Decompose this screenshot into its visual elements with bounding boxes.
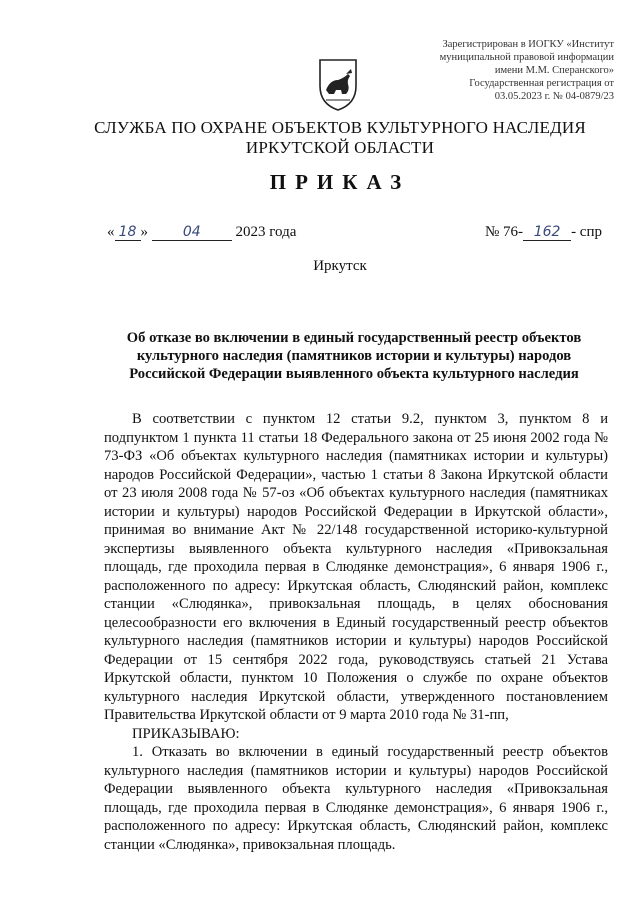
document-type: ПРИКАЗ (269, 170, 411, 194)
registration-stamp (402, 38, 614, 103)
registration-line: Зарегистрирован в ИОГКУ «Институт (442, 39, 614, 50)
order-date (107, 224, 296, 241)
quote-close: » (140, 224, 148, 240)
quote-open: « (107, 224, 115, 240)
number-value: 162 (523, 225, 571, 241)
agency-name (60, 118, 620, 158)
irkutsk-coat-of-arms-icon (316, 56, 360, 112)
city: Иркутск (313, 258, 367, 274)
preamble-paragraph: В соответствии с пунктом 12 статьи 9.2, пунктом 3, пунктом 8 и подпунктом 1 пункта 11 статьи 18 Федерального закона от 25 июня 2002 года № 73-ФЗ «Об объектах культурного наследия (памятниках истории и культуры) народов Российской Федерации», частью 1 статьи 8 Закона Иркутской области от 23 июля 2008 года № 57-оз «Об объектах культурного наследия (памятниках истории и культуры) народов Российской Федерации в Иркутской области», принимая во внимание Акт № 22/148 государственной историко-культурной экспертизы выявленного объекта культурного наследия «Привокзальная площадь, где проходила первая в Слюдянке демонстрация», 6 января 1906 г., расположенного по адресу: Иркутская область, Слюдянский район, комплекс станции «Слюдянка», привокзальная площадь, в целях обоснования целесообразности его включения в Единый государственный реестр объектов культурного наследия (памятников истории и культуры) народов Российской Федерации от 15 сентября 2022 года, руководствуясь статьей 21 Устава Иркутской области, пунктом 10 Положения о службе по охране объектов культурного наследия Иркутской области, утвержденного постановлением Правительства Иркутской области от 9 марта 2010 года № 31-пп, (104, 411, 608, 723)
number-prefix: № 76- (485, 224, 524, 240)
order-item-1: 1. Отказать во включении в единый государственный реестр объектов культурного наследия (памятников истории и культуры) народов Российской Федерации выявленного объекта культурного наследия «Привокзальная площадь, где проходила первая в Слюдянке демонстрация», 6 января 1906 г., расположенного по адресу: Иркутская область, Слюдянский район, комплекс станции «Слюдянка», привокзальная площадь. (104, 744, 608, 853)
registration-line: 03.05.2023 г. № 04-0879/23 (494, 91, 614, 102)
order-number (485, 224, 602, 241)
registration-line: имени М.М. Сперанского» (494, 65, 614, 76)
document-title: Об отказе во включении в единый государственный реестр объектов культурного наследия (памятников истории и культуры) народов Российской Федерации выявленного объекта культурного наследия (126, 330, 582, 382)
agency-line-2: ИРКУТСКОЙ ОБЛАСТИ (245, 138, 435, 157)
document-body (104, 410, 608, 854)
registration-line: муниципальной правовой информации (439, 52, 614, 63)
date-month: 04 (152, 225, 232, 241)
date-year: 2023 года (235, 224, 297, 240)
order-word: ПРИКАЗЫВАЮ: (132, 725, 240, 742)
agency-line-1: СЛУЖБА ПО ОХРАНЕ ОБЪЕКТОВ КУЛЬТУРНОГО НАСЛЕДИЯ (94, 118, 586, 137)
registration-line: Государственная регистрация от (469, 78, 614, 89)
date-day: 18 (115, 225, 141, 241)
number-suffix: - спр (571, 224, 602, 240)
